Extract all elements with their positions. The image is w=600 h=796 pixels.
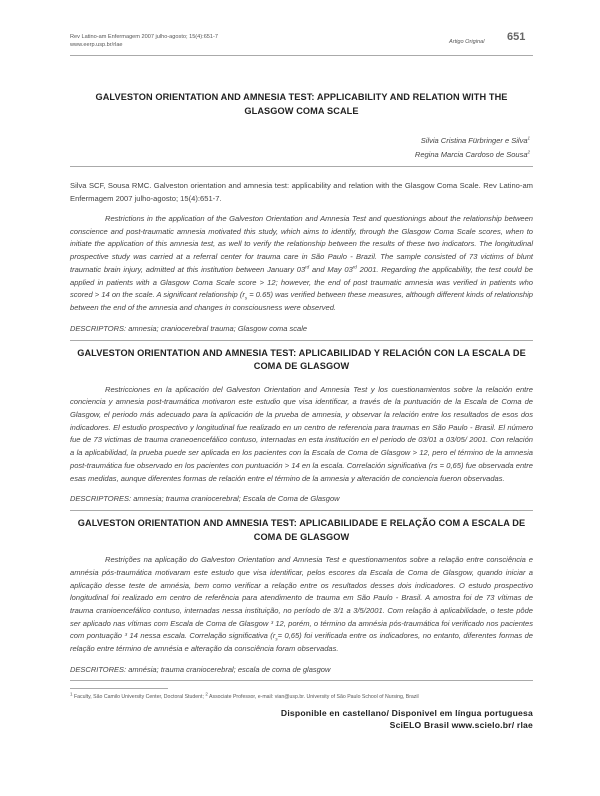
- spanish-abstract: Restricciones en la aplicación del Galveston Orientation and Amnesia Test y los cuestionamientos sobre la relación entre conciencia y amnesia post-traumática motivaron este estudio que visa identificar, a través de la puntuación de la Escala de Coma de Glasgow, el periodo más adecuado para la aplicación de la prueba de amnesia, y observar la relación entre los resultados de esos dos indicadores. El estudio prospectivo y longitudinal fue realizado en un centro de referencia para traumas en São Paulo - Brasil. El número fue de 73 victimas de trauma craneoencefálico contuso, internadas en esta institución en el periodo de 03/01 a 03/05/ 2001. Con relación a la aplicabilidad, la prueba puede ser aplicada en los pacientes con la Escala de Coma de Glasgow > 12, pero el término de la amnesia post-traumática fue observado en los pacientes con puntuación > 14 en la escala. Correlación significativa (rs = 0,65) fue observada entre esas medidas, aunque diferentes formas de relación entre el término de la amnesia y alteración de conciencia fueron observadas.: [70, 384, 533, 483]
- english-abstract: Restrictions in the application of the Galveston Orientation and Amnesia Test and questionings about the relationship between conscience and post-traumatic amnesia motivated this study, which aims to identify, through the Glasgow Coma Scale scores, when to initiate the application of this amnesia test, as well to verify the relationship between the results of these two indicators. The longitudinal prospective study was carried at a referral center for trauma care in São Paulo - Brazil. The sample consisted of 73 victims of blunt traumatic brain injury, admitted at this institution between January 03rd and May 03rd 2001. Regarding the applicability, the test could be applied in patients with a Glasgow Coma Scale score > 12; however, the end of post traumatic amnesia was verified in patients who scored > 14 on the scale. A significant relationship $(r_s = 0.65)$ was verified between these measures, although different kinds of relationship between the end of the amnesia and changes in consciousness were observed.: [70, 214, 533, 312]
- portuguese-descriptors: DESCRITORES: amnésia; trauma craniocerebral; escala de coma de glasgow: [70, 664, 331, 674]
- english-title: GALVESTON ORIENTATION AND AMNESIA TEST: APPLICABILITY AND RELATION WITH THE GLASGOW COMA SCALE: [95, 92, 508, 116]
- spanish-descriptors: DESCRIPTORES: amnesia; trauma craniocerebral; Escala de Coma de Glasgow: [70, 494, 340, 504]
- section-divider: [70, 510, 533, 511]
- page-number: 651: [507, 31, 526, 43]
- journal-header-left: [70, 33, 218, 49]
- availability-note: [70, 707, 533, 731]
- footnote-divider: [70, 688, 168, 689]
- journal-citation-line: Rev Latino-am Enfermagem 2007 julho-agosto; 15(4):651-7: [70, 34, 219, 40]
- author: Silvia Cristina Fürbringer e Silva$^1$: [420, 135, 530, 145]
- citation: Silva SCF, Sousa RMC. Galveston orientation and amnesia test: applicability and relation with the Glasgow Coma Scale. Rev Latino-am Enfermagem 2007 julho-agosto; 15(4):651-7.: [70, 181, 533, 203]
- article-type: Artigo Original: [449, 39, 485, 45]
- journal-url: www.eerp.usp.br/rlae: [70, 42, 123, 48]
- authors-divider: [70, 166, 533, 167]
- spanish-title: GALVESTON ORIENTATION AND AMNESIA TEST: APLICABILIDAD Y RELACIÓN CON LA ESCALA DE COMA DE GLASGOW: [77, 347, 526, 372]
- authors: [70, 134, 530, 162]
- journal-header: [70, 31, 533, 55]
- section-divider: [70, 340, 533, 341]
- page: [70, 31, 533, 731]
- header-divider: [70, 55, 533, 56]
- footnote: $^1$ Faculty, São Camilo University Center, Doctoral Student; $^2$ Associate Professor, e-mail: vian@usp.br. University of São Paulo School of Nursing, Brazil: [70, 691, 419, 700]
- portuguese-title: GALVESTON ORIENTATION AND AMNESIA TEST: APLICABILIDADE E RELAÇÃO COM A ESCALA DE COMA DE GLASGOW: [77, 518, 526, 542]
- language-availability: Disponible en castellano/ Disponivel em língua portuguesa: [280, 707, 533, 718]
- portuguese-abstract: Restrições na aplicação do Galveston Orientation and Amnesia Test e questionamentos sobre a relação entre consciência e amnésia pós-traumática motivaram este estudo que visa identificar, pelos escores da Escala de Coma de Glasgow, quando iniciar a aplicação desse teste de amnésia, bem como verificar a relação entre os resultados desses dois indicadores. O estudo prospectivo longitudinal foi realizado em centro de referência para atendimento de trauma em São Paulo - Brasil. A amostra foi de 73 vítimas de trauma cranioencefálico contuso, internadas nessa instituição, no período de 3/1 a 3/5/2001. Com relação à aplicabilidade, o teste pôde ser aplicado nas vítimas com Escala de Coma de Glasgow ³ 12, porém, o término da amnésia pós-traumática foi verificado nos pacientes com pontuação ³ 14 nessa escala. Correlação significativa $(r_s= 0,65)$ foi verificada entre os indicadores, no entanto, diferentes formas de relação entre término de amnésia e alteração da consciência foram observadas.: [70, 555, 533, 654]
- english-descriptors: DESCRIPTORS: amnesia; craniocerebral trauma; Glasgow coma scale: [70, 323, 308, 333]
- scielo-link[interactable]: SciELO Brasil www.scielo.br/ rlae: [389, 719, 533, 730]
- author: Regina Marcia Cardoso de Sousa$^2$: [414, 149, 530, 159]
- section-divider: [70, 680, 533, 681]
